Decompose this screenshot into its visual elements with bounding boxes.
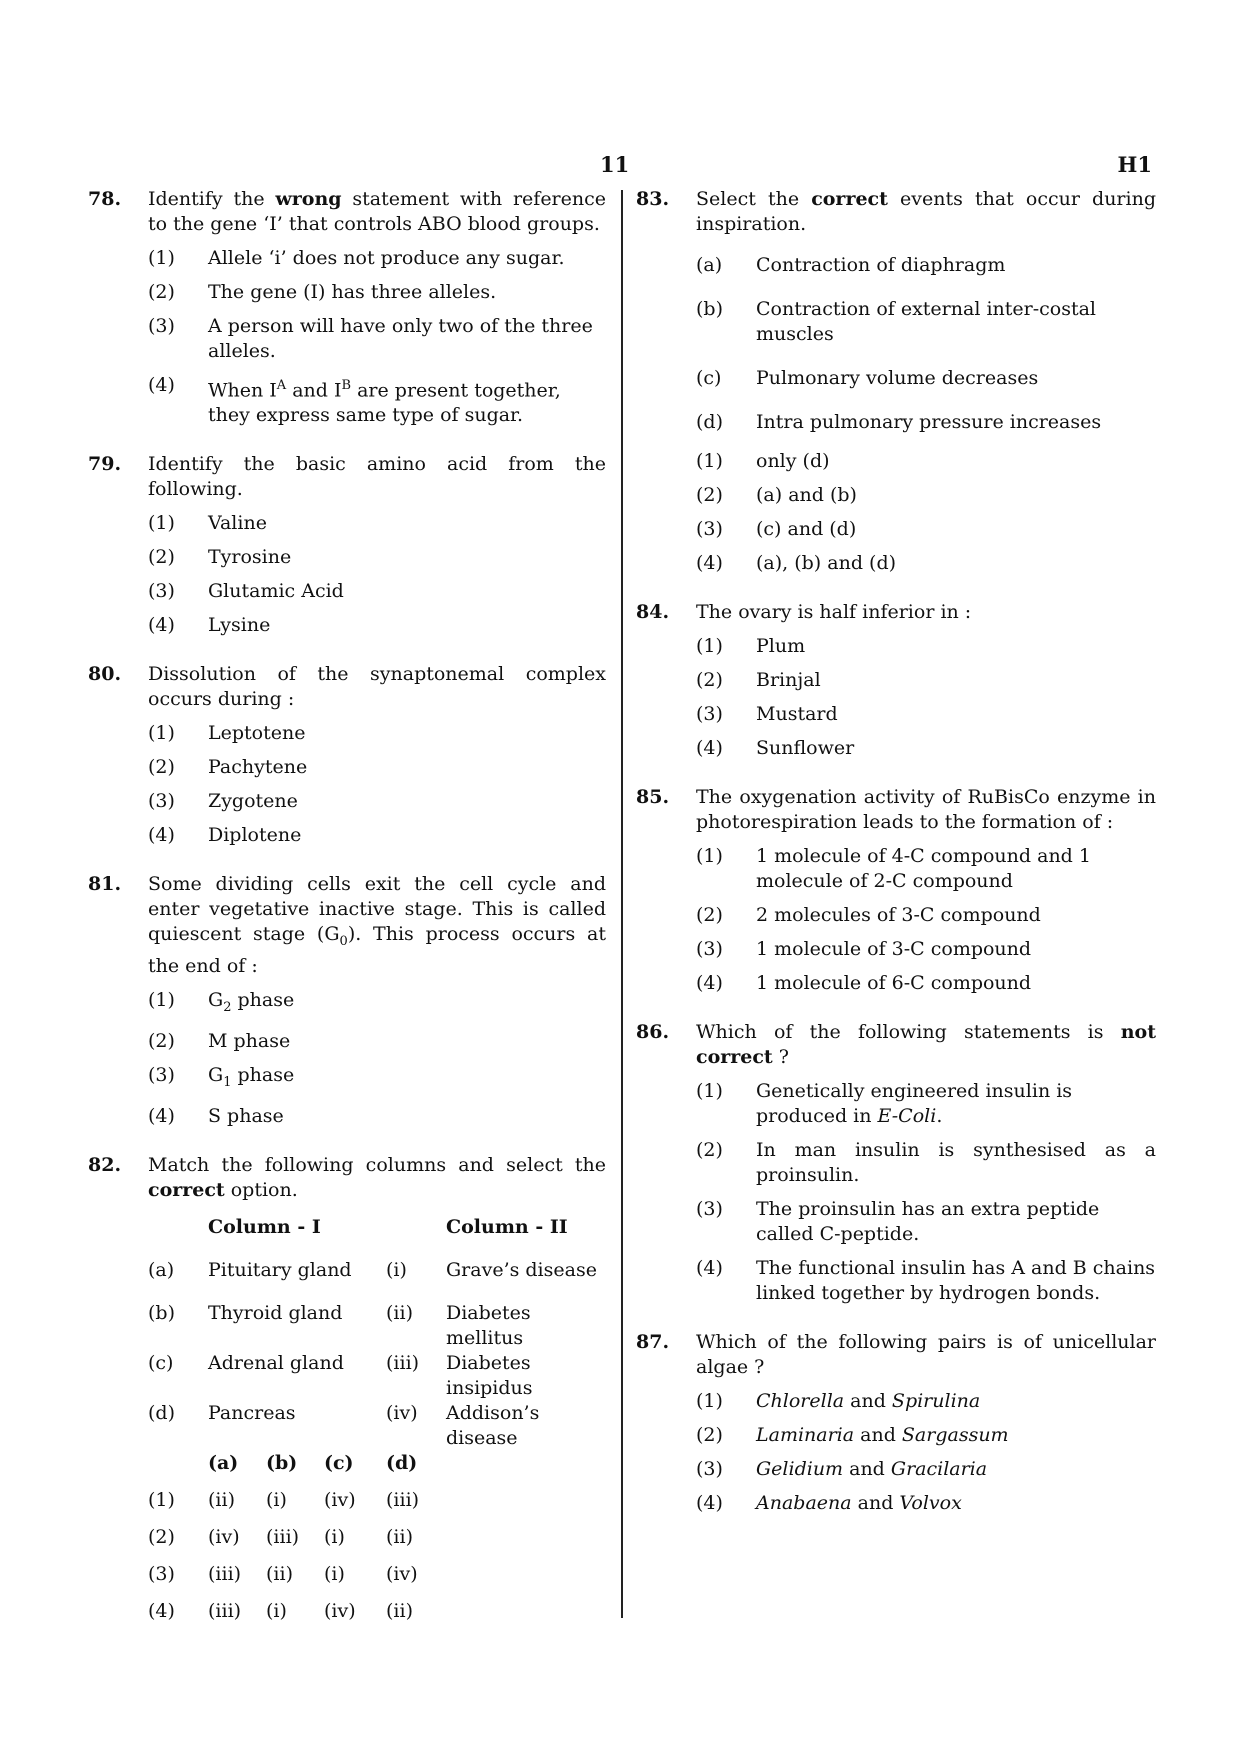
option: (4) When $I^A$ and $I^B$ are present together, they express same type of sugar. [148, 374, 561, 427]
question-number: 79. [88, 453, 122, 476]
question-79 [88, 452, 606, 638]
question-number: 86. [636, 1021, 670, 1043]
option: (4) S phase [148, 1104, 284, 1127]
question-number: 85. [636, 786, 670, 808]
match-row: (c) Adrenal gland (iii) Diabetes insipidus [148, 1351, 533, 1399]
option: (3) $G_1$ phase [148, 1063, 295, 1090]
option: (2) 2 molecules of 3-C compound [696, 904, 1041, 926]
column-divider [621, 190, 623, 1618]
match-row: (d) Pancreas (iv) Addison’s disease [148, 1401, 540, 1449]
question-86 [636, 1020, 1156, 1306]
option: (1) Valine [148, 512, 267, 535]
option: (3) The proinsulin has an extra peptide called C-peptide. [696, 1198, 1100, 1245]
question-78 [88, 187, 606, 428]
question-83 [636, 187, 1156, 576]
question-text: Identify the wrong statement with reference to the gene ‘I’ that controls ABO blood groups. [148, 188, 607, 235]
option: (2) In man insulin is synthesised as a proinsulin. [696, 1139, 1156, 1186]
option: (3) (c) and (d) [696, 518, 857, 540]
question-80 [88, 662, 606, 848]
match-row: (a) Pituitary gland (i) Grave’s disease [148, 1258, 597, 1281]
option: (1) Allele ‘i’ does not produce any sugar. [148, 247, 565, 269]
option: (2) Tyrosine [148, 546, 292, 569]
question-84 [636, 600, 1156, 761]
question-number: 82. [88, 1153, 122, 1176]
question-81 [88, 872, 606, 1128]
match-table [148, 1215, 606, 1451]
statement: (c) Pulmonary volume decreases [696, 367, 1039, 389]
option: (1) 1 molecule of 4-C compound and 1 molecule of 2-C compound [696, 845, 1091, 892]
answer-option: (1) (ii) (i) (iv) (iii) [148, 1488, 420, 1511]
option: (4) Diplotene [148, 824, 302, 847]
option: (4) (a), (b) and (d) [696, 552, 897, 574]
option: (2) Laminaria and Sargassum [696, 1424, 1009, 1446]
statement: (a) Contraction of diaphragm [696, 254, 1006, 276]
option: (1) $G_2$ phase [148, 989, 295, 1015]
answer-key-table: (a) (b) (c) (d) (1) (ii) (i) (iv) (iii) (2) (iv) (iii) (i) (ii) (3) (iii) (ii) (i) (iv) (4) (iii) (i) (iv) (ii) [148, 1451, 606, 1636]
option: (4) Sunflower [696, 737, 855, 759]
left-column [88, 187, 606, 1660]
option: (3) Glutamic Acid [148, 580, 344, 603]
option: (2) Pachytene [148, 756, 308, 779]
question-text: Match the following columns and select the correct option. [148, 1153, 606, 1201]
question-number: 81. [88, 873, 122, 896]
page-number: 11 [600, 152, 630, 177]
option: (1) only (d) [696, 450, 830, 472]
question-text: Which of the following statements is not correct ? [696, 1021, 1156, 1068]
question-number: 84. [636, 601, 670, 623]
answer-option: (4) (iii) (i) (iv) (ii) [148, 1599, 413, 1622]
question-text: The ovary is half inferior in : [696, 601, 972, 623]
option: (3) 1 molecule of 3-C compound [696, 938, 1032, 960]
question-number: 78. [88, 188, 122, 210]
right-column [636, 187, 1156, 1540]
option: (3) A person will have only two of the three alleles. [148, 315, 593, 362]
paper-code: H1 [1117, 152, 1152, 177]
question-text: Which of the following pairs is of unicellular algae ? [696, 1331, 1156, 1378]
answer-option: (3) (iii) (ii) (i) (iv) [148, 1562, 418, 1585]
option: (4) 1 molecule of 6-C compound [696, 972, 1032, 994]
option: (2) (a) and (b) [696, 484, 857, 506]
question-text: The oxygenation activity of RuBisCo enzyme in photorespiration leads to the formation of : [696, 786, 1156, 833]
option: (2) Brinjal [696, 669, 821, 691]
option: (2) The gene (I) has three alleles. [148, 281, 497, 303]
statement: (d) Intra pulmonary pressure increases [696, 411, 1102, 433]
question-85 [636, 785, 1156, 996]
question-87 [636, 1330, 1156, 1516]
option: (2) M phase [148, 1029, 291, 1052]
column-header: Column - II [446, 1215, 568, 1238]
question-text: Identify the basic amino acid from the following. [148, 453, 606, 501]
option: (1) Plum [696, 635, 806, 657]
statement: (b) Contraction of external inter-costal muscles [696, 298, 1097, 345]
option: (1) Leptotene [148, 722, 306, 745]
question-text: Select the correct events that occur during inspiration. [696, 188, 1156, 235]
answer-option: (2) (iv) (iii) (i) (ii) [148, 1525, 413, 1548]
column-header: Column - I [208, 1215, 321, 1238]
option: (3) Zygotene [148, 790, 298, 813]
option: (4) The functional insulin has A and B chains linked together by hydrogen bonds. [696, 1257, 1156, 1304]
question-text: Some dividing cells exit the cell cycle and enter vegetative inactive stage. This is called quiescent stage $(G_0)$. This process occurs at the end of : [148, 873, 606, 978]
question-number: 83. [636, 188, 670, 210]
question-82 [88, 1153, 606, 1636]
question-number: 87. [636, 1331, 670, 1353]
option: (4) Lysine [148, 614, 271, 637]
option: (3) Mustard [696, 703, 838, 725]
question-text: Dissolution of the synaptonemal complex occurs during : [148, 663, 606, 711]
option: (3) Gelidium and Gracilaria [696, 1458, 988, 1480]
question-number: 80. [88, 663, 122, 686]
match-row: (b) Thyroid gland (ii) Diabetes mellitus [148, 1301, 531, 1349]
option: (1) Genetically engineered insulin is produced in E-Coli. [696, 1080, 1073, 1127]
option: (1) Chlorella and Spirulina [696, 1390, 981, 1412]
option: (4) Anabaena and Volvox [696, 1492, 962, 1514]
